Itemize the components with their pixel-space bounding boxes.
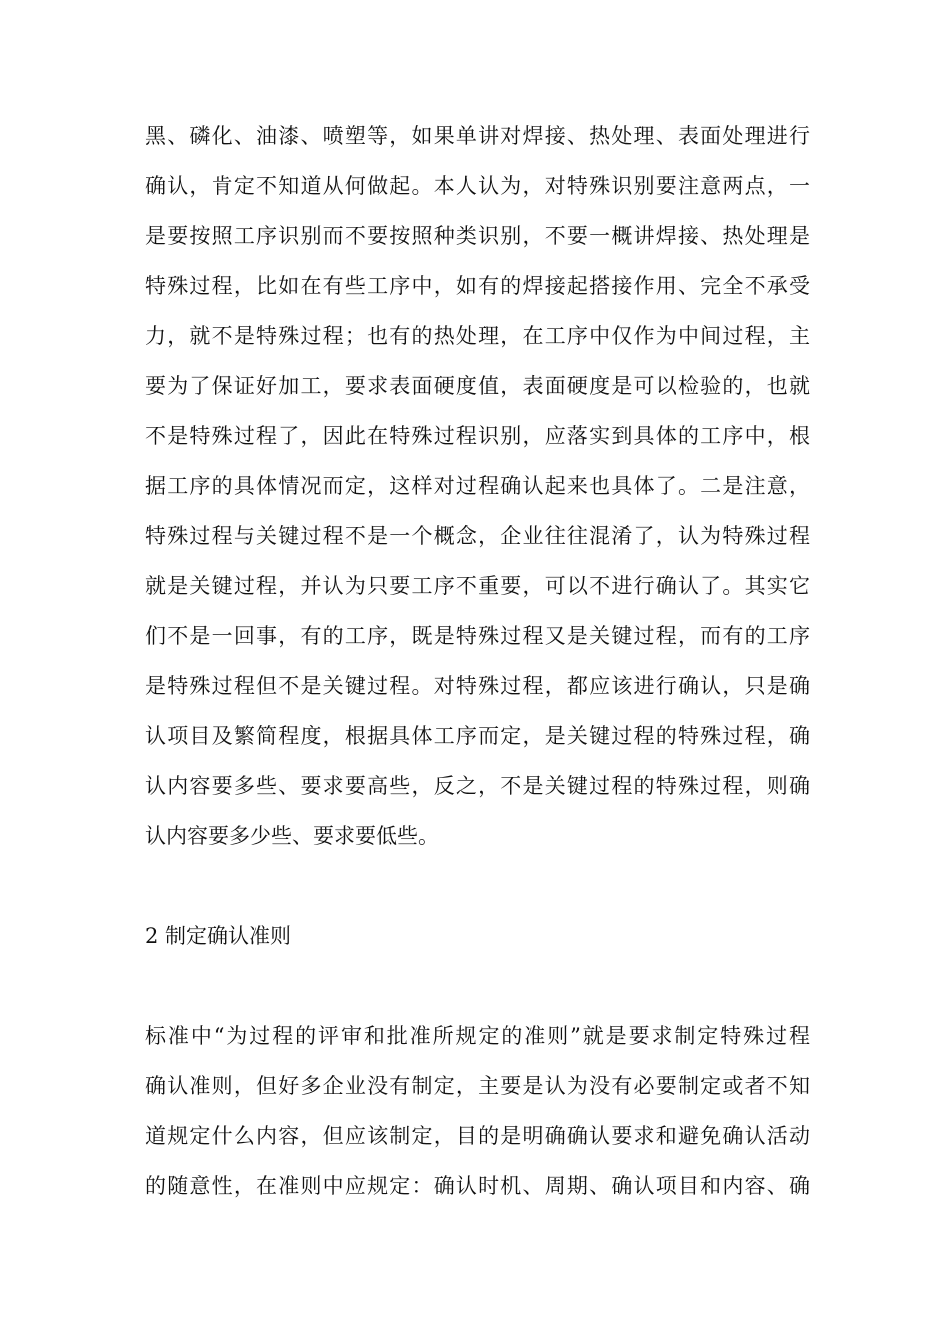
paragraph-line: 确认准则，但好多企业没有制定，主要是认为没有必要制定或者不知 (145, 1074, 810, 1098)
paragraph-line: 道规定什么内容，但应该制定，目的是明确确认要求和避免确认活动 (145, 1124, 810, 1148)
paragraph-line: 认项目及繁简程度，根据具体工序而定，是关键过程的特殊过程，确 (145, 724, 810, 748)
paragraph-line: 的随意性，在准则中应规定：确认时机、周期、确认项目和内容、确 (145, 1174, 810, 1198)
paragraph-line: 特殊过程，比如在有些工序中，如有的焊接起搭接作用、完全不承受 (145, 274, 810, 298)
paragraph-line: 力，就不是特殊过程；也有的热处理，在工序中仅作为中间过程，主 (145, 324, 810, 348)
paragraph-line: 是特殊过程但不是关键过程。对特殊过程，都应该进行确认，只是确 (145, 674, 810, 698)
paragraph-line: 们不是一回事，有的工序，既是特殊过程又是关键过程，而有的工序 (145, 624, 810, 648)
section-heading: 2 制定确认准则 (145, 924, 292, 948)
paragraph-line: 黑、磷化、油漆、喷塑等，如果单讲对焊接、热处理、表面处理进行 (145, 124, 810, 148)
paragraph-line: 认内容要多些、要求要高些，反之，不是关键过程的特殊过程，则确 (145, 774, 810, 798)
paragraph-line: 就是关键过程，并认为只要工序不重要，可以不进行确认了。其实它 (145, 574, 810, 598)
paragraph-line: 不是特殊过程了，因此在特殊过程识别，应落实到具体的工序中，根 (145, 424, 810, 448)
paragraph-line: 认内容要多少些、要求要低些。 (145, 824, 439, 848)
paragraph-line: 是要按照工序识别而不要按照种类识别，不要一概讲焊接、热处理是 (145, 224, 810, 248)
paragraph-line: 据工序的具体情况而定，这样对过程确认起来也具体了。二是注意， (145, 474, 810, 498)
paragraph-line: 标准中“为过程的评审和批准所规定的准则”就是要求制定特殊过程 (145, 1024, 810, 1048)
paragraph-line: 要为了保证好加工，要求表面硬度值，表面硬度是可以检验的，也就 (145, 374, 810, 398)
paragraph-line: 特殊过程与关键过程不是一个概念，企业往往混淆了，认为特殊过程 (145, 524, 810, 548)
paragraph-line: 确认，肯定不知道从何做起。本人认为，对特殊识别要注意两点，一 (145, 174, 810, 198)
